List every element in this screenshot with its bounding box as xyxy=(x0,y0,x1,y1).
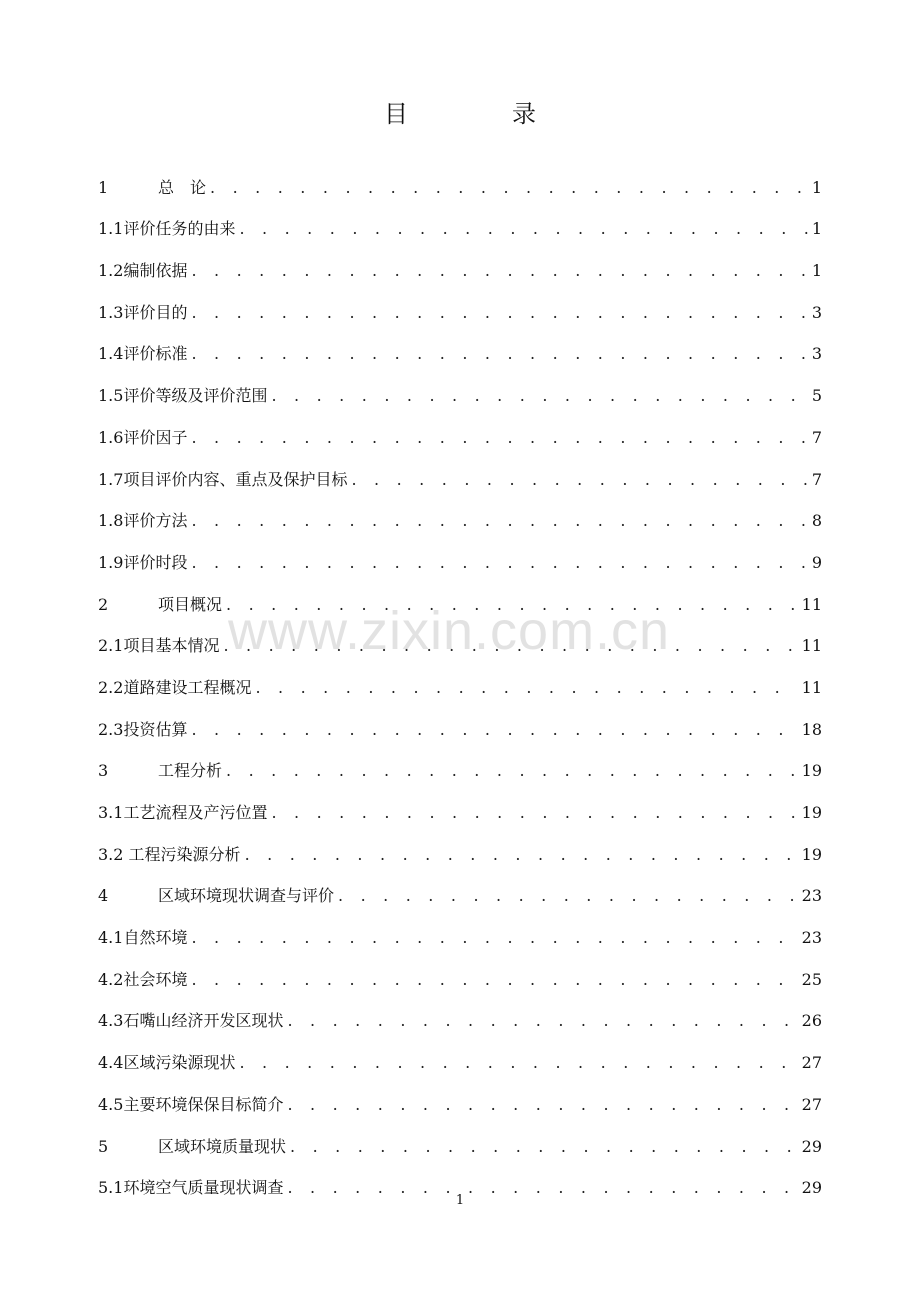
toc-entry-label: 区域污染源现状 xyxy=(123,1053,236,1073)
toc-entry-number: 1 xyxy=(98,177,109,197)
toc-entry-page-number: 11 xyxy=(801,636,822,656)
toc-entry[interactable] xyxy=(98,741,822,783)
toc-entry-number: 3.2 xyxy=(98,844,124,864)
toc-entry-number: 3 xyxy=(98,761,109,781)
toc-entry-number: 1.5 xyxy=(98,386,124,406)
toc-entry-number: 1.1 xyxy=(98,219,124,239)
toc-dot-leader xyxy=(271,802,797,824)
toc-entry-page-number: 11 xyxy=(801,594,822,614)
toc-dot-leader xyxy=(226,594,798,616)
toc-entry[interactable] xyxy=(98,907,822,949)
toc-entry[interactable] xyxy=(98,657,822,699)
toc-entry-page-number: 18 xyxy=(801,719,822,739)
toc-entry-label: 区域环境质量现状 xyxy=(158,1136,287,1156)
toc-entry[interactable] xyxy=(98,574,822,616)
toc-entry-separator xyxy=(128,177,158,199)
toc-dot-leader xyxy=(191,927,797,949)
toc-entry-number: 1.9 xyxy=(98,552,124,572)
toc-entry-page-number: 5 xyxy=(811,386,822,406)
toc-entry-page-number: 23 xyxy=(801,928,822,948)
toc-dot-leader xyxy=(191,969,797,991)
toc-dot-leader xyxy=(287,1010,797,1032)
toc-entry-label: 评价因子 xyxy=(123,427,188,447)
toc-entry-number: 5.1 xyxy=(98,1178,124,1198)
toc-entry-separator xyxy=(128,594,158,616)
toc-entry-label: 评价目的 xyxy=(123,302,188,322)
toc-dot-leader xyxy=(239,218,807,240)
toc-entry-page-number: 1 xyxy=(811,261,822,281)
toc-entry[interactable] xyxy=(98,616,822,658)
toc-entry-number: 2.3 xyxy=(98,719,124,739)
toc-entry-label: 自然环境 xyxy=(123,928,188,948)
toc-dot-leader xyxy=(191,302,807,324)
toc-dot-leader xyxy=(255,677,797,699)
toc-entry-label: 编制依据 xyxy=(123,261,188,281)
toc-entry-page-number: 26 xyxy=(801,1011,822,1031)
toc-entry-number: 1.7 xyxy=(98,469,124,489)
toc-entry-label: 评价方法 xyxy=(123,511,188,531)
toc-dot-leader xyxy=(191,510,807,532)
toc-entry[interactable] xyxy=(98,949,822,991)
toc-entry-label: 总 论 xyxy=(158,177,207,197)
toc-entry[interactable] xyxy=(98,866,822,908)
toc-entry[interactable] xyxy=(98,199,822,241)
toc-entry-page-number: 1 xyxy=(811,177,822,197)
toc-entry-label: 主要环境保保目标简介 xyxy=(123,1094,284,1114)
toc-entry-page-number: 11 xyxy=(801,677,822,697)
toc-entry-page-number: 19 xyxy=(801,761,822,781)
watermark: www.zixin.com.cn xyxy=(228,601,671,661)
toc-dot-leader xyxy=(287,1094,797,1116)
toc-entry[interactable] xyxy=(98,282,822,324)
toc-entry[interactable] xyxy=(98,407,822,449)
table-of-contents xyxy=(98,157,822,1199)
toc-entry-page-number: 29 xyxy=(801,1178,822,1198)
toc-entry-page-number: 29 xyxy=(801,1136,822,1156)
toc-dot-leader xyxy=(290,1136,798,1158)
toc-entry-page-number: 7 xyxy=(811,469,822,489)
toc-entry-number: 4 xyxy=(98,886,109,906)
toc-entry[interactable] xyxy=(98,365,822,407)
toc-entry-number: 2 xyxy=(98,594,109,614)
toc-entry-number: 1.8 xyxy=(98,511,124,531)
footer-page-number: 1 xyxy=(455,1193,465,1208)
toc-entry-label: 评价标准 xyxy=(123,344,188,364)
toc-entry-label: 社会环境 xyxy=(123,969,188,989)
toc-entry-label: 环境空气质量现状调查 xyxy=(123,1178,284,1198)
toc-dot-leader xyxy=(239,1052,797,1074)
toc-entry-number: 1.2 xyxy=(98,261,124,281)
toc-entry-number: 4.3 xyxy=(98,1011,124,1031)
toc-entry-page-number: 3 xyxy=(811,302,822,322)
toc-entry-page-number: 9 xyxy=(811,552,822,572)
toc-entry-label: 项目概况 xyxy=(158,594,223,614)
toc-dot-leader xyxy=(223,635,797,657)
toc-entry-label: 项目基本情况 xyxy=(123,636,220,656)
toc-entry[interactable] xyxy=(98,824,822,866)
toc-entry-separator xyxy=(128,1136,158,1158)
toc-entry-separator xyxy=(128,760,158,782)
toc-entry-label: 投资估算 xyxy=(123,719,188,739)
toc-entry-number: 1.6 xyxy=(98,427,124,447)
toc-entry-number: 3.1 xyxy=(98,803,124,822)
toc-entry-number: 4.1 xyxy=(98,928,124,948)
toc-entry[interactable] xyxy=(98,991,822,1033)
toc-dot-leader xyxy=(271,385,807,407)
toc-entry-separator xyxy=(128,885,158,907)
toc-entry-label: 工艺流程及产污位置 xyxy=(123,803,268,822)
toc-entry-label: 石嘴山经济开发区现状 xyxy=(123,1011,284,1031)
toc-entry-number: 4.4 xyxy=(98,1053,124,1073)
toc-dot-leader xyxy=(338,885,798,907)
toc-dot-leader xyxy=(210,177,808,199)
toc-entry-number: 2.1 xyxy=(98,636,124,656)
toc-entry-page-number: 8 xyxy=(811,511,822,531)
toc-entry-page-number: 19 xyxy=(801,803,822,822)
toc-entry-page-number: 27 xyxy=(801,1094,822,1114)
toc-entry[interactable] xyxy=(98,324,822,366)
toc-entry[interactable] xyxy=(98,240,822,282)
toc-entry[interactable] xyxy=(98,782,822,824)
toc-entry-number: 2.2 xyxy=(98,677,124,697)
toc-entry[interactable] xyxy=(98,1032,822,1074)
toc-entry-label: 工程分析 xyxy=(158,761,223,781)
page-title: 目 录 xyxy=(384,100,576,128)
toc-entry[interactable] xyxy=(98,1074,822,1116)
toc-entry[interactable] xyxy=(98,449,822,491)
toc-entry-label: 道路建设工程概况 xyxy=(123,677,252,697)
toc-entry-page-number: 27 xyxy=(801,1053,822,1073)
toc-entry[interactable] xyxy=(98,1116,822,1158)
toc-entry-label: 评价任务的由来 xyxy=(123,219,236,239)
toc-entry-number: 1.4 xyxy=(98,344,124,364)
toc-entry-page-number: 25 xyxy=(801,969,822,989)
toc-dot-leader xyxy=(245,844,798,866)
toc-entry-label: 项目评价内容、重点及保护目标 xyxy=(123,469,348,489)
toc-entry-number: 4.2 xyxy=(98,969,124,989)
toc-dot-leader xyxy=(191,719,797,741)
toc-dot-leader xyxy=(351,469,807,491)
toc-dot-leader xyxy=(226,760,798,782)
toc-entry-label: 区域环境现状调查与评价 xyxy=(158,886,335,906)
toc-dot-leader xyxy=(191,427,807,449)
toc-dot-leader xyxy=(191,343,807,365)
toc-dot-leader xyxy=(191,260,807,282)
toc-entry[interactable] xyxy=(98,491,822,533)
toc-entry[interactable] xyxy=(98,699,822,741)
toc-entry-number: 5 xyxy=(98,1136,109,1156)
toc-entry-page-number: 23 xyxy=(801,886,822,906)
toc-entry-number: 1.3 xyxy=(98,302,124,322)
toc-entry-page-number: 19 xyxy=(801,844,822,864)
toc-entry-page-number: 3 xyxy=(811,344,822,364)
toc-entry[interactable] xyxy=(98,157,822,199)
toc-entry-page-number: 7 xyxy=(811,427,822,447)
toc-entry-page-number: 1 xyxy=(811,219,822,239)
toc-dot-leader xyxy=(191,552,807,574)
toc-entry-label: 评价时段 xyxy=(123,552,188,572)
toc-entry-label: 评价等级及评价范围 xyxy=(123,386,268,406)
toc-entry[interactable] xyxy=(98,532,822,574)
toc-entry-number: 4.5 xyxy=(98,1094,124,1114)
toc-entry-label: 工程污染源分析 xyxy=(128,844,241,864)
